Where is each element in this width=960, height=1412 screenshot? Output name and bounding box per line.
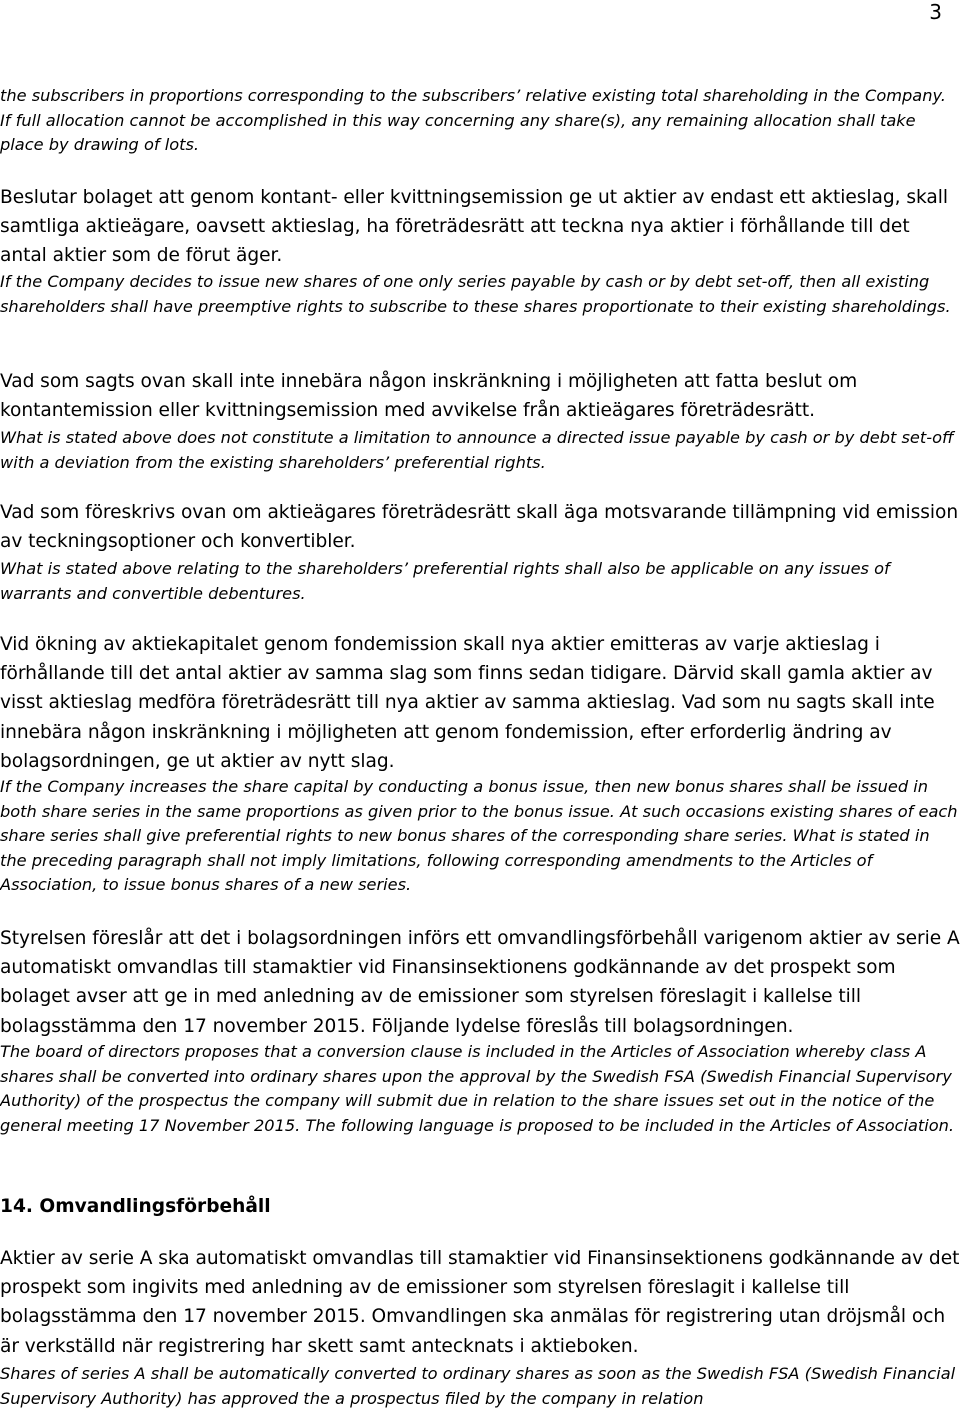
section-swedish: Aktier av serie A ska automatiskt omvandlas till stamaktier vid Finansinsektionens godkännande av det prospekt som ingivits med anledning av de emissioner som styrelsen föreslagit i kallelse till bolagsstämma den 17 november 2015. Omvandlingen ska anmälas för registrering utan dröjsmål och är verkställd när registrering har skett samt antecknats i aktieboken. (0, 1248, 960, 1357)
paragraph-1-english: the subscribers in proportions corresponding to the subscribers’ relative existing total shareholding in the Company. If full allocation cannot be accomplished in this way concerning any share(s), any remaining allocation shall take place by drawing of lots. (0, 86, 946, 155)
section-heading: 14. Omvandlingsförbehåll (0, 1196, 271, 1217)
paragraph-4-swedish: Vad som föreskrivs ovan om aktieägares företrädesrätt skall äga motsvarande tillämpning vid emission av teckningsoptioner och konvertibler. (0, 502, 959, 553)
paragraph-4-english: What is stated above relating to the shareholders’ preferential rights shall also be applicable on any issues of warrants and convertible debentures. (0, 559, 890, 603)
paragraph-6-english: The board of directors proposes that a conversion clause is included in the Articles of Association whereby class A shares shall be converted into ordinary shares upon the approval by the Swedish FSA (Swedish Financial Supervisory Authority) of the prospectus the company will submit due in relation to the share issues set out in the notice of the general meeting 17 November 2015. The following language is proposed to be included in the Articles of Association. (0, 1042, 955, 1135)
paragraph-5-swedish: Vid ökning av aktiekapitalet genom fondemission skall nya aktier emitteras av varje aktieslag i förhållande till det antal aktier av samma slag som finns sedan tidigare. Därvid skall gamla aktier av visst aktieslag medföra företrädesrätt till nya aktier av samma aktieslag. Vad som nu sagts skall inte innebära någon inskränkning i möjligheten att genom fondemission, efter erforderlig ändring av bolagsordningen, ge ut aktier av nytt slag. (0, 634, 935, 772)
paragraph-3-english: What is stated above does not constitute a limitation to announce a directed issue payable by cash or by debt set-off with a deviation from the existing shareholders’ preferential rights. (0, 428, 954, 472)
paragraph-2-swedish: Beslutar bolaget att genom kontant- eller kvittningsemission ge ut aktier av endast ett aktieslag, skall samtliga aktieägare, oavsett aktieslag, ha företrädesrätt att teckna nya aktier i förhållande till det antal aktier som de förut äger. (0, 187, 948, 267)
paragraph-5-english: If the Company increases the share capital by conducting a bonus issue, then new bonus shares shall be issued in both share series in the same proportions as given prior to the bonus issue. At such occasions existing shares of each share series shall give preferential rights to new bonus shares of the corresponding share series. What is stated in the preceding paragraph shall not imply limitations, following corresponding amendments to the Articles of Association, to issue bonus shares of a new series. (0, 777, 958, 895)
paragraph-2-english: If the Company decides to issue new shares of one only series payable by cash or by debt set-off, then all existing shareholders shall have preemptive rights to subscribe to these shares proportionate to their existing shareholdings. (0, 272, 951, 316)
paragraph-3-swedish: Vad som sagts ovan skall inte innebära någon inskränkning i möjligheten att fatta beslut om kontantemission eller kvittningsemission med avvikelse från aktieägares företrädesrätt. (0, 371, 858, 422)
paragraph-6-swedish: Styrelsen föreslår att det i bolagsordningen införs ett omvandlingsförbehåll varigenom aktier av serie A automatiskt omvandlas till stamaktier vid Finansinsektionens godkännande av det prospekt som bolaget avser att ge in med anledning av de emissioner som styrelsen föreslagit i kallelse till bolagsstämma den 17 november 2015. Följande lydelse föreslås till bolagsordningen. (0, 928, 960, 1037)
section-english: Shares of series A shall be automatically converted to ordinary shares as soon as the Swedish FSA (Swedish Financial Supervisory Authority) has approved the a prospectus filed by the company in relation (0, 1364, 956, 1408)
page-number: 3 (929, 0, 942, 24)
